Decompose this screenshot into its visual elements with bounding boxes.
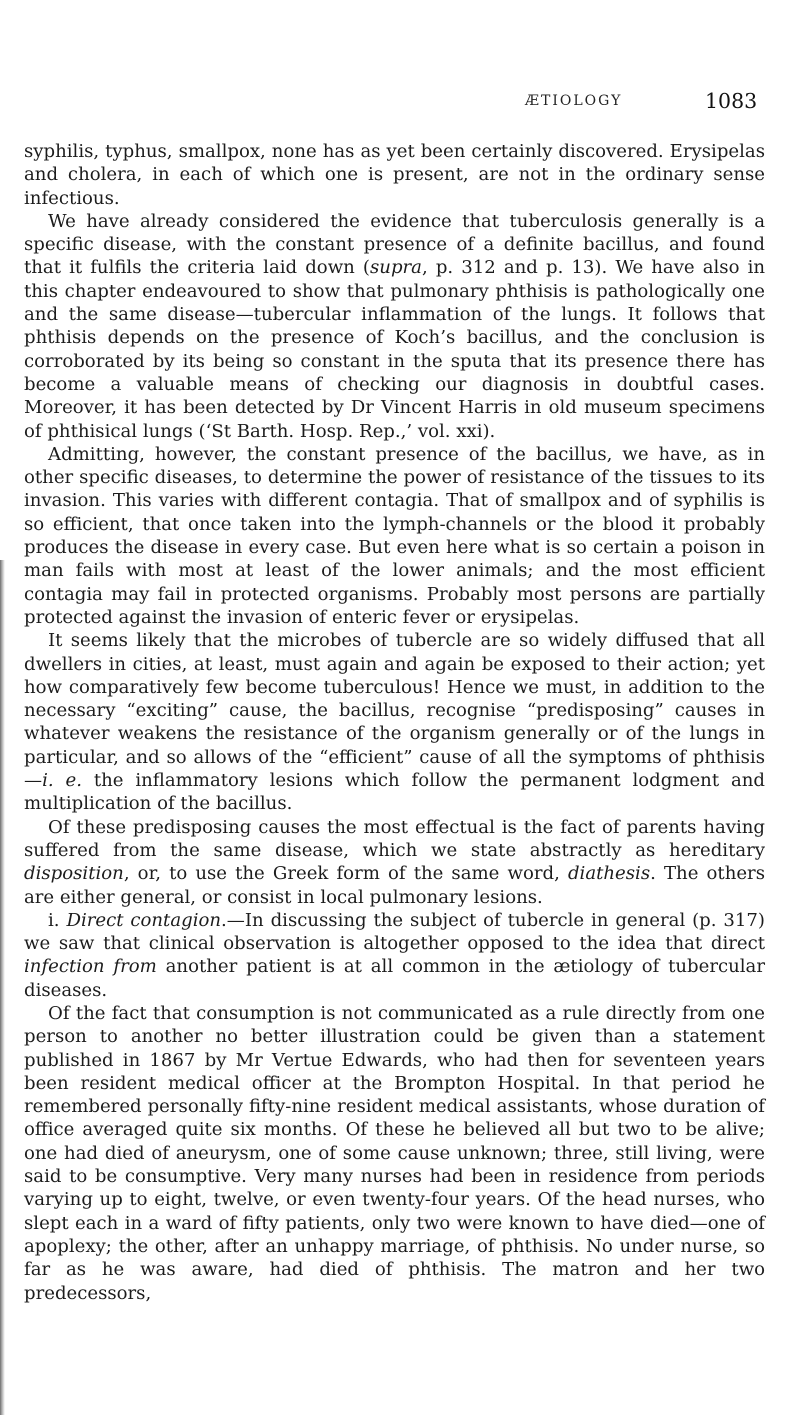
italic-text: infection from [24,956,157,978]
text-segment: We have already considered the evidence that tuberculosis generally is a specific disease, with the constant presence of a definite bacillus, and found that it fulfils the criteria laid down ( [24,210,765,279]
italic-text: disposition [24,863,124,885]
text-segment: Of the fact that consumption is not communicated as a rule directly from one person to another no better illustration could be given than a statement published in 1867 by Mr Vertue Edwards, who had then for seventeen years been resident medical officer at the Brompton Hospital. In that period he remembered personally fifty-nine resident medical assistants, whose duration of office averaged quite six months. Of these he believed all but two to be alive; one had died of aneurysm, one of some cause unknown; three, still living, were said to be consumptive. Very many nurses had been in residence from periods varying up to eight, twelve, or even twenty-four years. Of the head nurses, who slept each in a ward of fifty patients, only two were known to have died—one of apoplexy; the other, after an unhappy marriage, of phthisis. No under nurse, so far as he was aware, had died of phthisis. The matron and her two predecessors, [24,1002,765,1304]
paragraph-continuation [24,140,765,210]
text-segment: Admitting, however, the constant presence of the bacillus, we have, as in other specific diseases, to determine the power of resistance of the tissues to its invasion. This varies with different contagia. That of smallpox and of syphilis is so efficient, that once taken into the lymph-channels or the blood it probably produces the disease in every case. But even here what is so certain a poison in man fails with most at least of the lower animals; and the most efficient contagia may fail in protected organisms. Probably most persons are partially protected against the invasion of enteric fever or erysipelas. [24,443,765,628]
running-head [0,89,800,119]
paragraph-heredity [24,816,765,909]
text-segment: .—In discussing the subject of tubercle in general (p. 317) we saw that clinical observation is altogether opposed to the idea that direct [24,909,765,955]
italic-text: supra [370,257,422,279]
italic-text: diathesis [567,863,651,885]
paragraph-brompton-statement [24,1002,765,1305]
binding-edge-shadow [0,560,5,1415]
text-segment: , p. 312 and p. 13). We have also in this chapter endeavoured to show that pulmonary phthisis is pathologically one and the same disease—tubercular inflammation of the lungs. It follows that phthisis depends on the presence of Koch’s bacillus, and the conclusion is corroborated by its being so constant in the sputa that its presence there has become a valuable means of checking our diagnosis in doubtful cases. Moreover, it has been detected by Dr Vincent Harris in old museum specimens of phthisical lungs (‘St Barth. Hosp. Rep.,’ vol. xxi). [24,257,766,442]
paragraph-resistance [24,443,765,629]
text-segment: i. [48,909,67,931]
italic-text: i. e. [42,770,82,792]
text-segment: Of these predisposing causes the most effectual is the fact of parents having suffered from the same disease, which we state abstractly as hereditary [24,816,765,861]
running-title: ÆTIOLOGY [525,93,623,109]
text-segment: . The others are either general, or consist in local pulmonary lesions. [24,863,765,908]
text-segment: syphilis, typhus, smallpox, none has as yet been certainly discovered. Erysipelas and cholera, in each of which one is present, are not in the ordinary sense infectious. [24,141,765,209]
text-segment: It seems likely that the microbes of tubercle are so widely diffused that all dwellers in cities, at least, must again and again be exposed to their action; yet how comparatively few become tuberculous! Hence we must, in addition to the necessary “exciting” cause, the bacillus, recognise “predisposing” causes in whatever weakens the resistance of the organism generally or of the lungs in particular, and so allows of the “efficient” cause of all the symptoms of phthisis— [24,630,765,792]
italic-text: Direct contagion [66,909,222,931]
text-segment: the inflammatory lesions which follow the permanent lodgment and multiplication of the bacillus. [24,770,765,815]
text-segment: another patient is at all common in the ætiology of tubercular diseases. [24,956,765,1001]
paragraph-specific-disease [24,210,765,443]
page-body [24,140,765,1305]
text-segment: , or, to use the Greek form of the same word, [123,863,568,885]
paragraph-direct-contagion [24,909,765,1002]
paragraph-predisposing-causes [24,629,765,815]
page-number: 1083 [705,89,758,113]
